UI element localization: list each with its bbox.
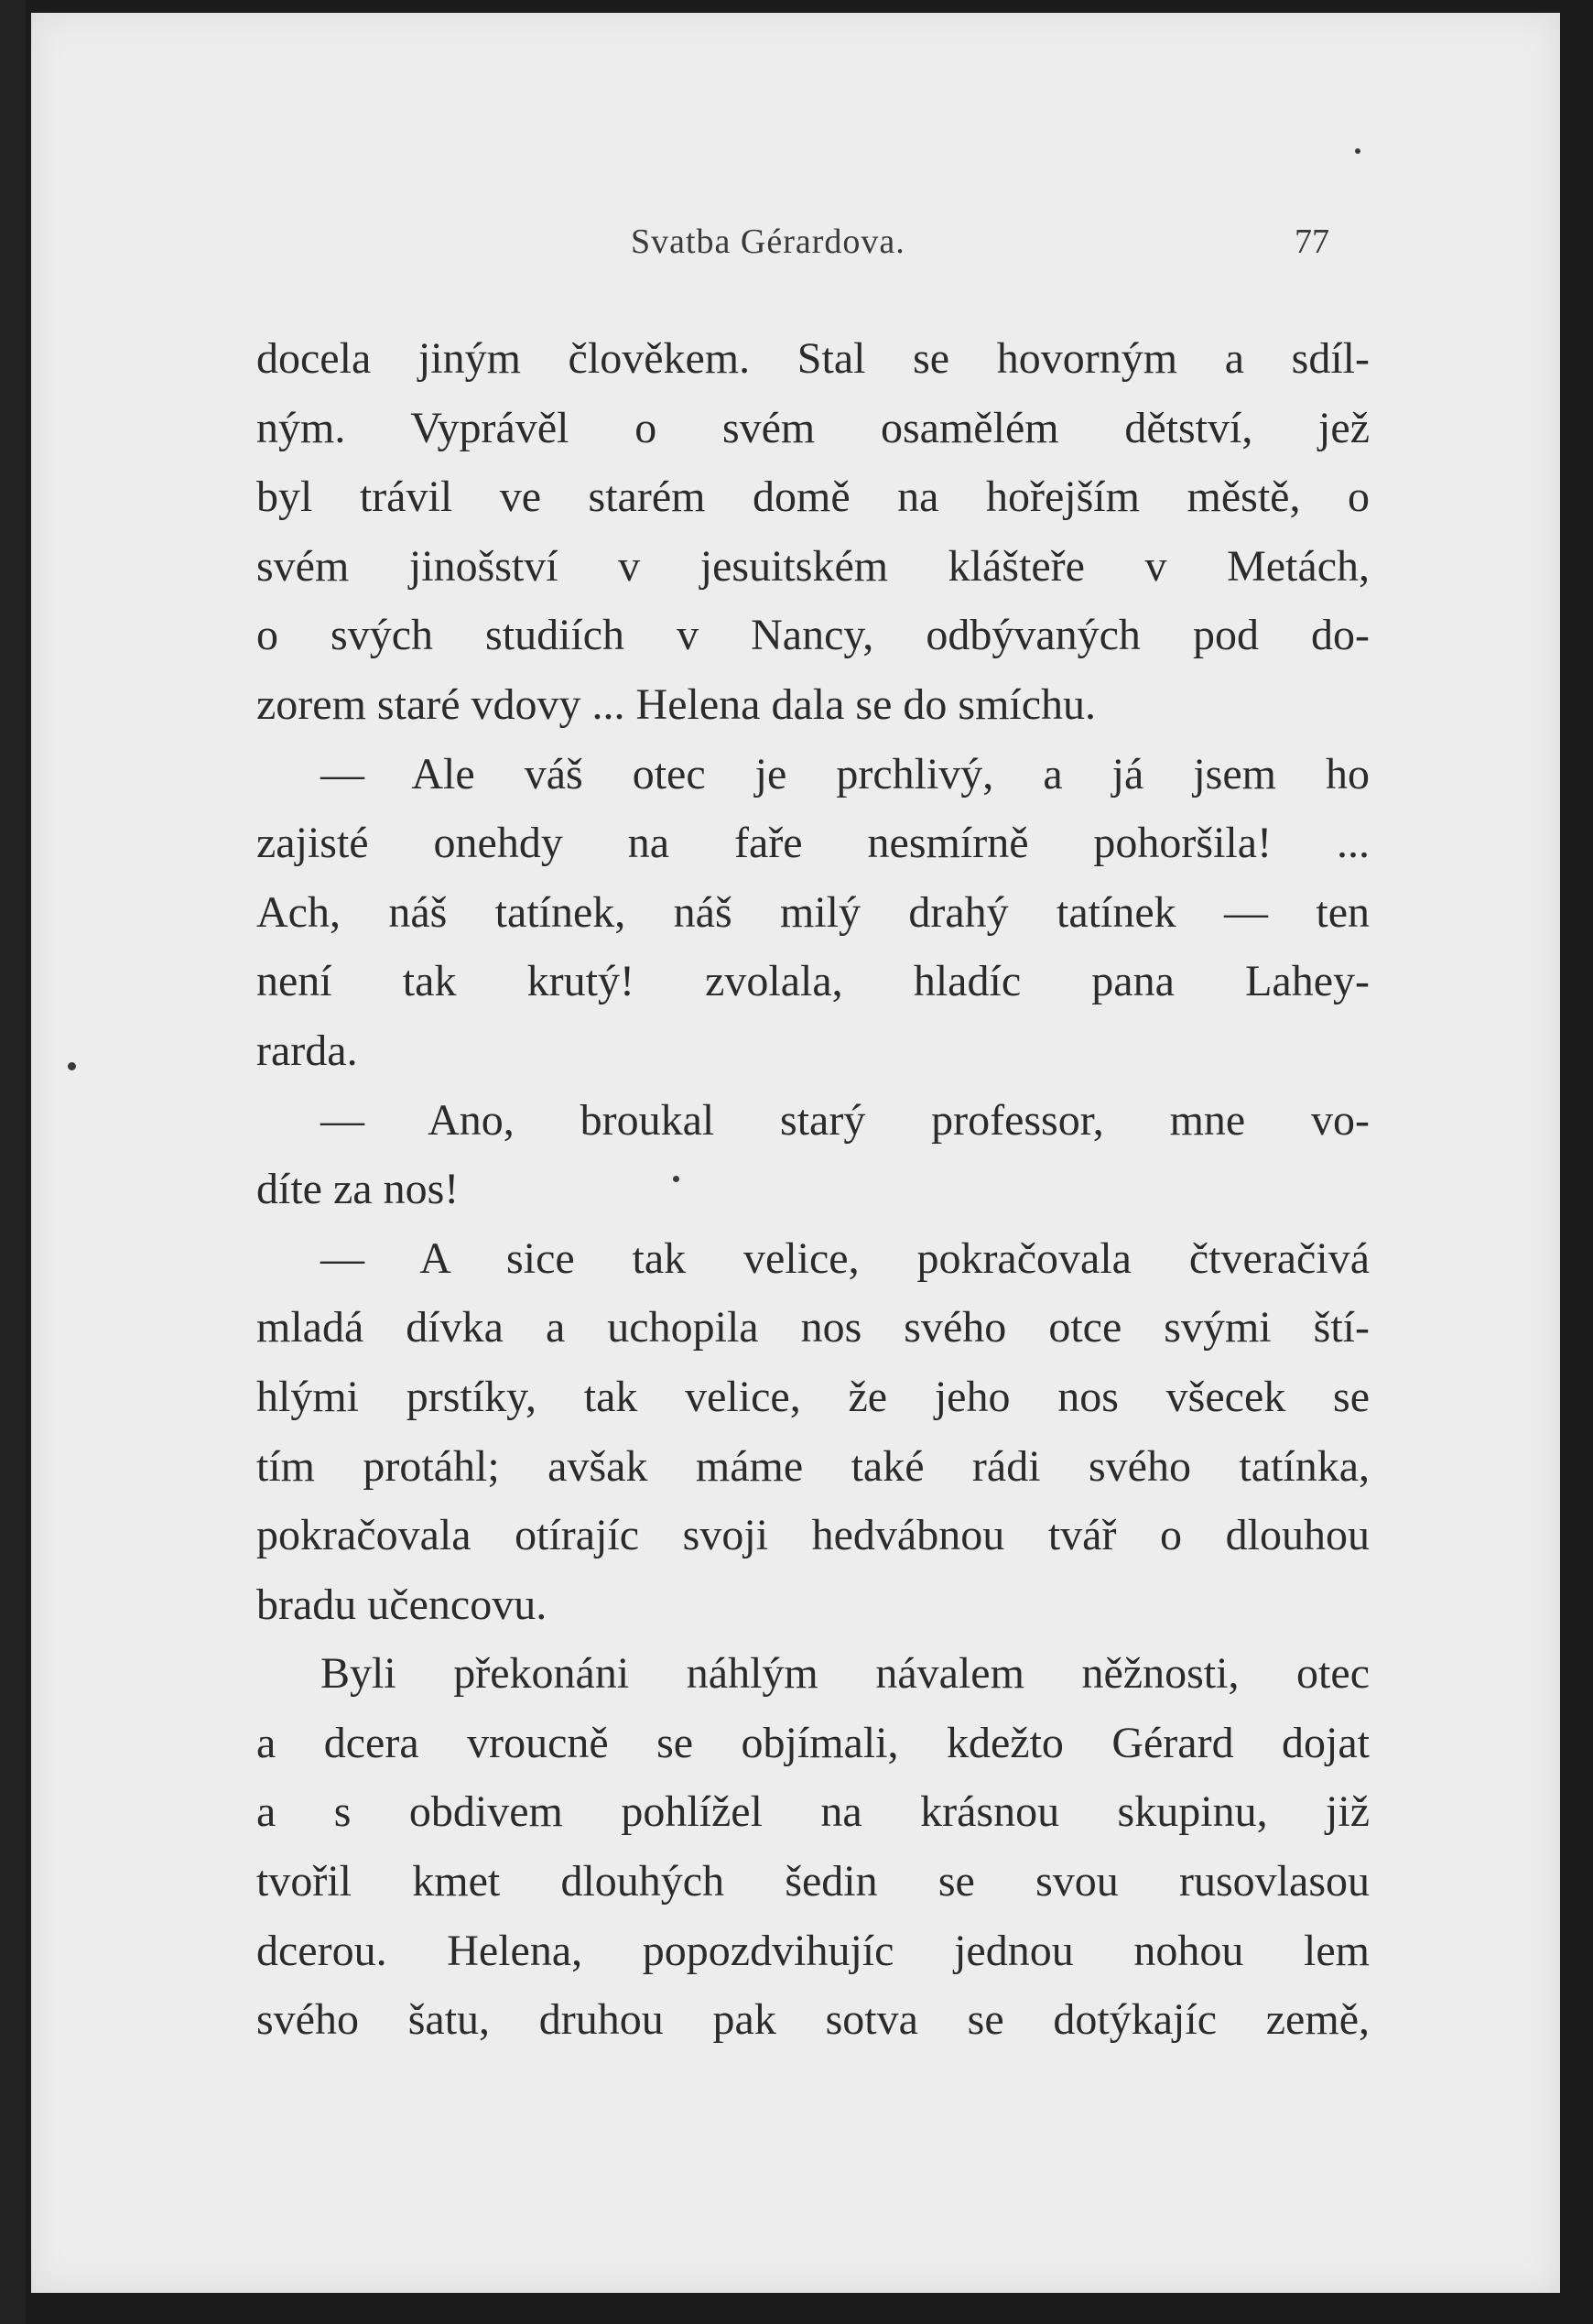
text-line: mladá dívka a uchopila nos svého otce svými ští-: [256, 1303, 1370, 1352]
scan-left-edge: [0, 0, 26, 2324]
text-line: Byli překonáni náhlým návalem něžnosti, otec: [320, 1649, 1370, 1699]
text-line: o svých studiích v Nancy, odbývaných pod do-: [256, 611, 1370, 660]
page-number: 77: [1295, 223, 1329, 261]
running-head: [31, 205, 1560, 260]
text-line: není tak krutý! zvolala, hladíc pana Lahey-: [256, 957, 1370, 1006]
text-line: a dcera vroucně se objímali, kdežto Gérard dojat: [256, 1718, 1370, 1767]
text-line: zajisté onehdy na faře nesmírně pohoršila! ...: [256, 819, 1370, 868]
text-line: byl trávil ve starém domě na hořejším městě, o: [256, 472, 1370, 522]
text-line: rarda.: [256, 1026, 358, 1075]
text-line: tím protáhl; avšak máme také rádi svého tatínka,: [256, 1441, 1370, 1491]
text-line: zorem staré vdovy ... Helena dala se do smíchu.: [256, 679, 1097, 729]
text-line: dcerou. Helena, popozdvihujíc jednou nohou lem: [256, 1926, 1370, 1975]
scan-speck: [68, 1062, 76, 1070]
text-line: tvořil kmet dlouhých šedin se svou rusovlasou: [256, 1857, 1370, 1906]
text-line: hlými prstíky, tak velice, že jeho nos všecek se: [256, 1372, 1370, 1421]
text-line: svém jinošství v jesuitském klášteře v Metách,: [256, 541, 1370, 591]
body-text: [256, 324, 1370, 2055]
text-line: díte za nos!: [256, 1165, 460, 1214]
scan-speck: [1355, 148, 1360, 154]
text-line: — A sice tak velice, pokračovala čtveračivá: [320, 1233, 1370, 1283]
text-line: svého šatu, druhou pak sotva se dotýkajíc země,: [256, 1995, 1370, 2045]
text-line: docela jiným člověkem. Stal se hovorným a sdíl-: [256, 334, 1370, 383]
text-line: ným. Vyprávěl o svém osamělém dětství, jež: [256, 403, 1370, 452]
text-line: — Ale váš otec je prchlivý, a já jsem ho: [320, 749, 1370, 798]
text-line: Ach, náš tatínek, náš milý drahý tatínek — ten: [256, 887, 1370, 937]
text-line: — Ano, broukal starý professor, mne vo-: [320, 1095, 1370, 1145]
text-line: pokračovala otírajíc svoji hedvábnou tvář o dlouhou: [256, 1511, 1370, 1560]
running-head-title: Svatba Gérardova.: [631, 223, 905, 261]
scan-speck: [673, 1176, 679, 1182]
book-page: [31, 13, 1560, 2293]
text-line: bradu učencovu.: [256, 1580, 547, 1629]
text-line: a s obdivem pohlížel na krásnou skupinu, již: [256, 1787, 1370, 1837]
